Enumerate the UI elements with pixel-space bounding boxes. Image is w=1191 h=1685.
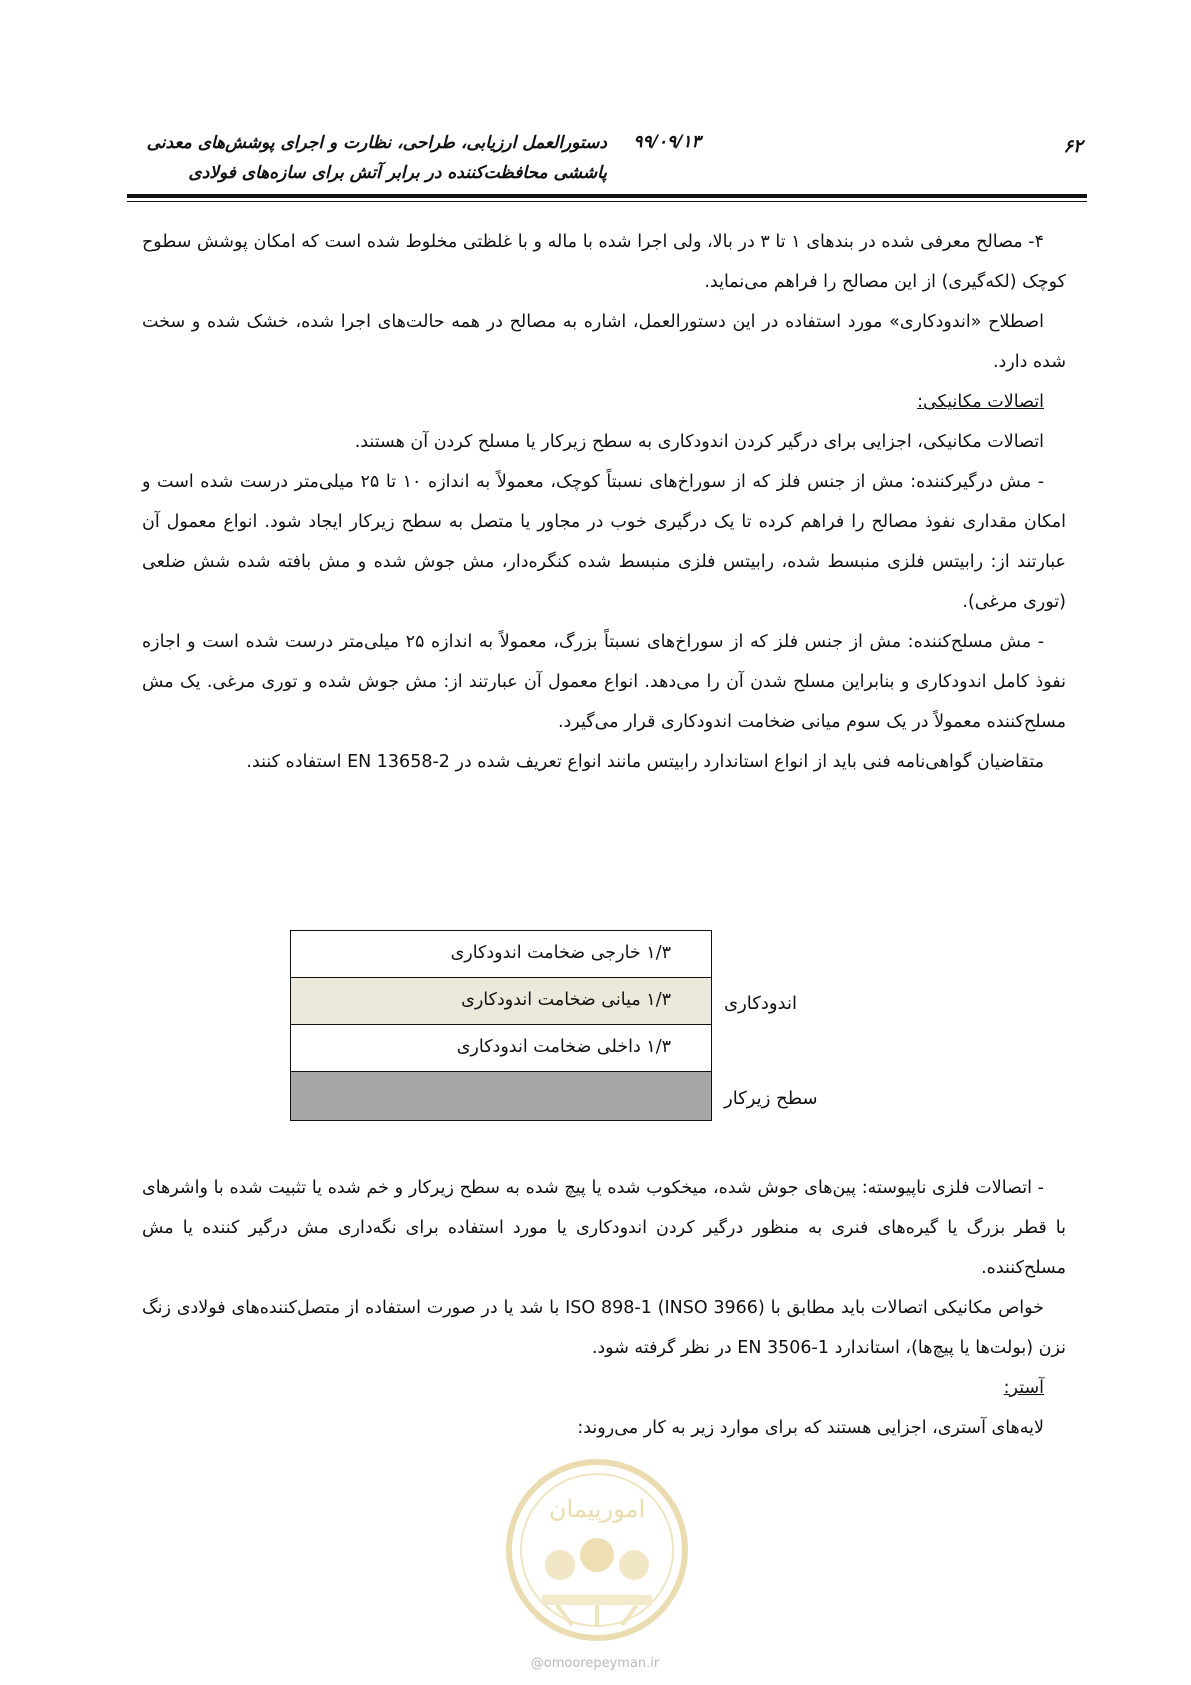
layer-outer: ۱/۳ خارجی ضخامت اندودکاری: [291, 931, 711, 978]
header-rule-thin: [127, 201, 1087, 202]
section-heading: اتصالات مکانیکی:: [917, 392, 1044, 412]
header-date: ۹۹/۰۹/۱۳: [633, 132, 701, 152]
header-rule-thick: [127, 194, 1087, 198]
title-line-1: دستورالعمل ارزیابی، طراحی، نظارت و اجرای پوشش‌های معدنی: [146, 133, 607, 153]
watermark-site: @omoorepeyman.ir: [530, 1656, 660, 1671]
text-block-top: [142, 222, 1066, 782]
coating-layers-figure: [290, 930, 712, 1121]
paragraph: - مش مسلح‌کننده: مش از جنس فلز که از سوراخ‌های نسبتاً بزرگ، معمولاً به اندازه ۲۵ میلی‌متر درست شده است و اجازه نفوذ کامل اندودکاری و بنابراین مسلح شدن آن را می‌دهد. انواع معمول آن عبارتند از: مش جوش شده و توری مرغی. یک مش مسلح‌کننده معمولاً در یک سوم میانی ضخامت اندودکاری قرار می‌گیرد.: [142, 632, 1066, 732]
substrate-layer: [291, 1072, 711, 1120]
section-heading: آستر:: [1003, 1378, 1044, 1398]
layer-inner: ۱/۳ داخلی ضخامت اندودکاری: [291, 1025, 711, 1072]
text-block-bottom: [142, 1168, 1066, 1448]
substrate-label: سطح زیرکار: [724, 1088, 818, 1109]
coating-label: اندودکاری: [724, 993, 798, 1014]
page-number: ۶۲: [1063, 136, 1083, 157]
paragraph: اتصالات مکانیکی، اجزایی برای درگیر کردن اندودکاری به سطح زیرکار یا مسلح کردن آن هستند.: [354, 432, 1044, 452]
paragraph: اصطلاح «اندودکاری» مورد استفاده در این دستورالعمل، اشاره به مصالح در همه حالت‌های اجرا شده، خشک شده و سخت شده دارد.: [142, 312, 1066, 372]
title-line-2: پاششی محافظت‌کننده در برابر آتش برای سازه‌های فولادی: [188, 163, 607, 183]
paragraph: خواص مکانیکی اتصالات باید مطابق با ISO 898-1 (INSO 3966) با شد یا در صورت استفاده از متصل‌کننده‌های فولادی زنگ نزن (بولت‌ها یا پیچ‌ها)، استاندارد EN 3506-1 در نظر گرفته شود.: [142, 1298, 1066, 1358]
paragraph: ۴- مصالح معرفی شده در بندهای ۱ تا ۳ در بالا، ولی اجرا شده با ماله و با غلظتی مخلوط شده است که امکان پوشش سطوح کوچک (لکه‌گیری) از این مصالح را فراهم می‌نماید.: [142, 232, 1066, 292]
omoorepeyman-logo-icon: [502, 1455, 692, 1645]
document-title: [147, 128, 607, 188]
svg-text:امورپیمان: امورپیمان: [548, 1495, 646, 1523]
page-header: [127, 128, 1087, 194]
paragraph: - مش درگیرکننده: مش از جنس فلز که از سوراخ‌های نسبتاً کوچک، معمولاً به اندازه ۱۰ تا ۲۵ میلی‌متر درست شده است و امکان مقداری نفوذ مصالح را فراهم کرده تا یک درگیری خوب در مجاور یا متصل به سطح زیرکار ایجاد شود. انواع معمول آن عبارتند از: رابیتس فلزی منبسط شده، رابیتس فلزی منبسط شده کنگره‌دار، مش جوش شده و مش بافته شده شش ضلعی (توری مرغی).: [142, 472, 1066, 612]
paragraph: - اتصالات فلزی ناپیوسته: پین‌های جوش شده، میخکوب شده یا پیچ شده به سطح زیرکار و خم شده یا تثبیت شده با واشرهای با قطر بزرگ یا گیره‌های فنری به منظور درگیر کردن اندودکاری یا مورد استفاده برای نگه‌داری مش درگیر کننده یا مش مسلح‌کننده.: [142, 1178, 1066, 1278]
paragraph: متقاضیان گواهی‌نامه فنی باید از انواع استاندارد رابیتس مانند انواع تعریف شده در EN 13658-2 استفاده کنند.: [246, 752, 1044, 772]
paragraph: لایه‌های آستری، اجزایی هستند که برای موارد زیر به کار می‌روند:: [577, 1418, 1044, 1438]
layer-middle: ۱/۳ میانی ضخامت اندودکاری: [291, 978, 711, 1025]
